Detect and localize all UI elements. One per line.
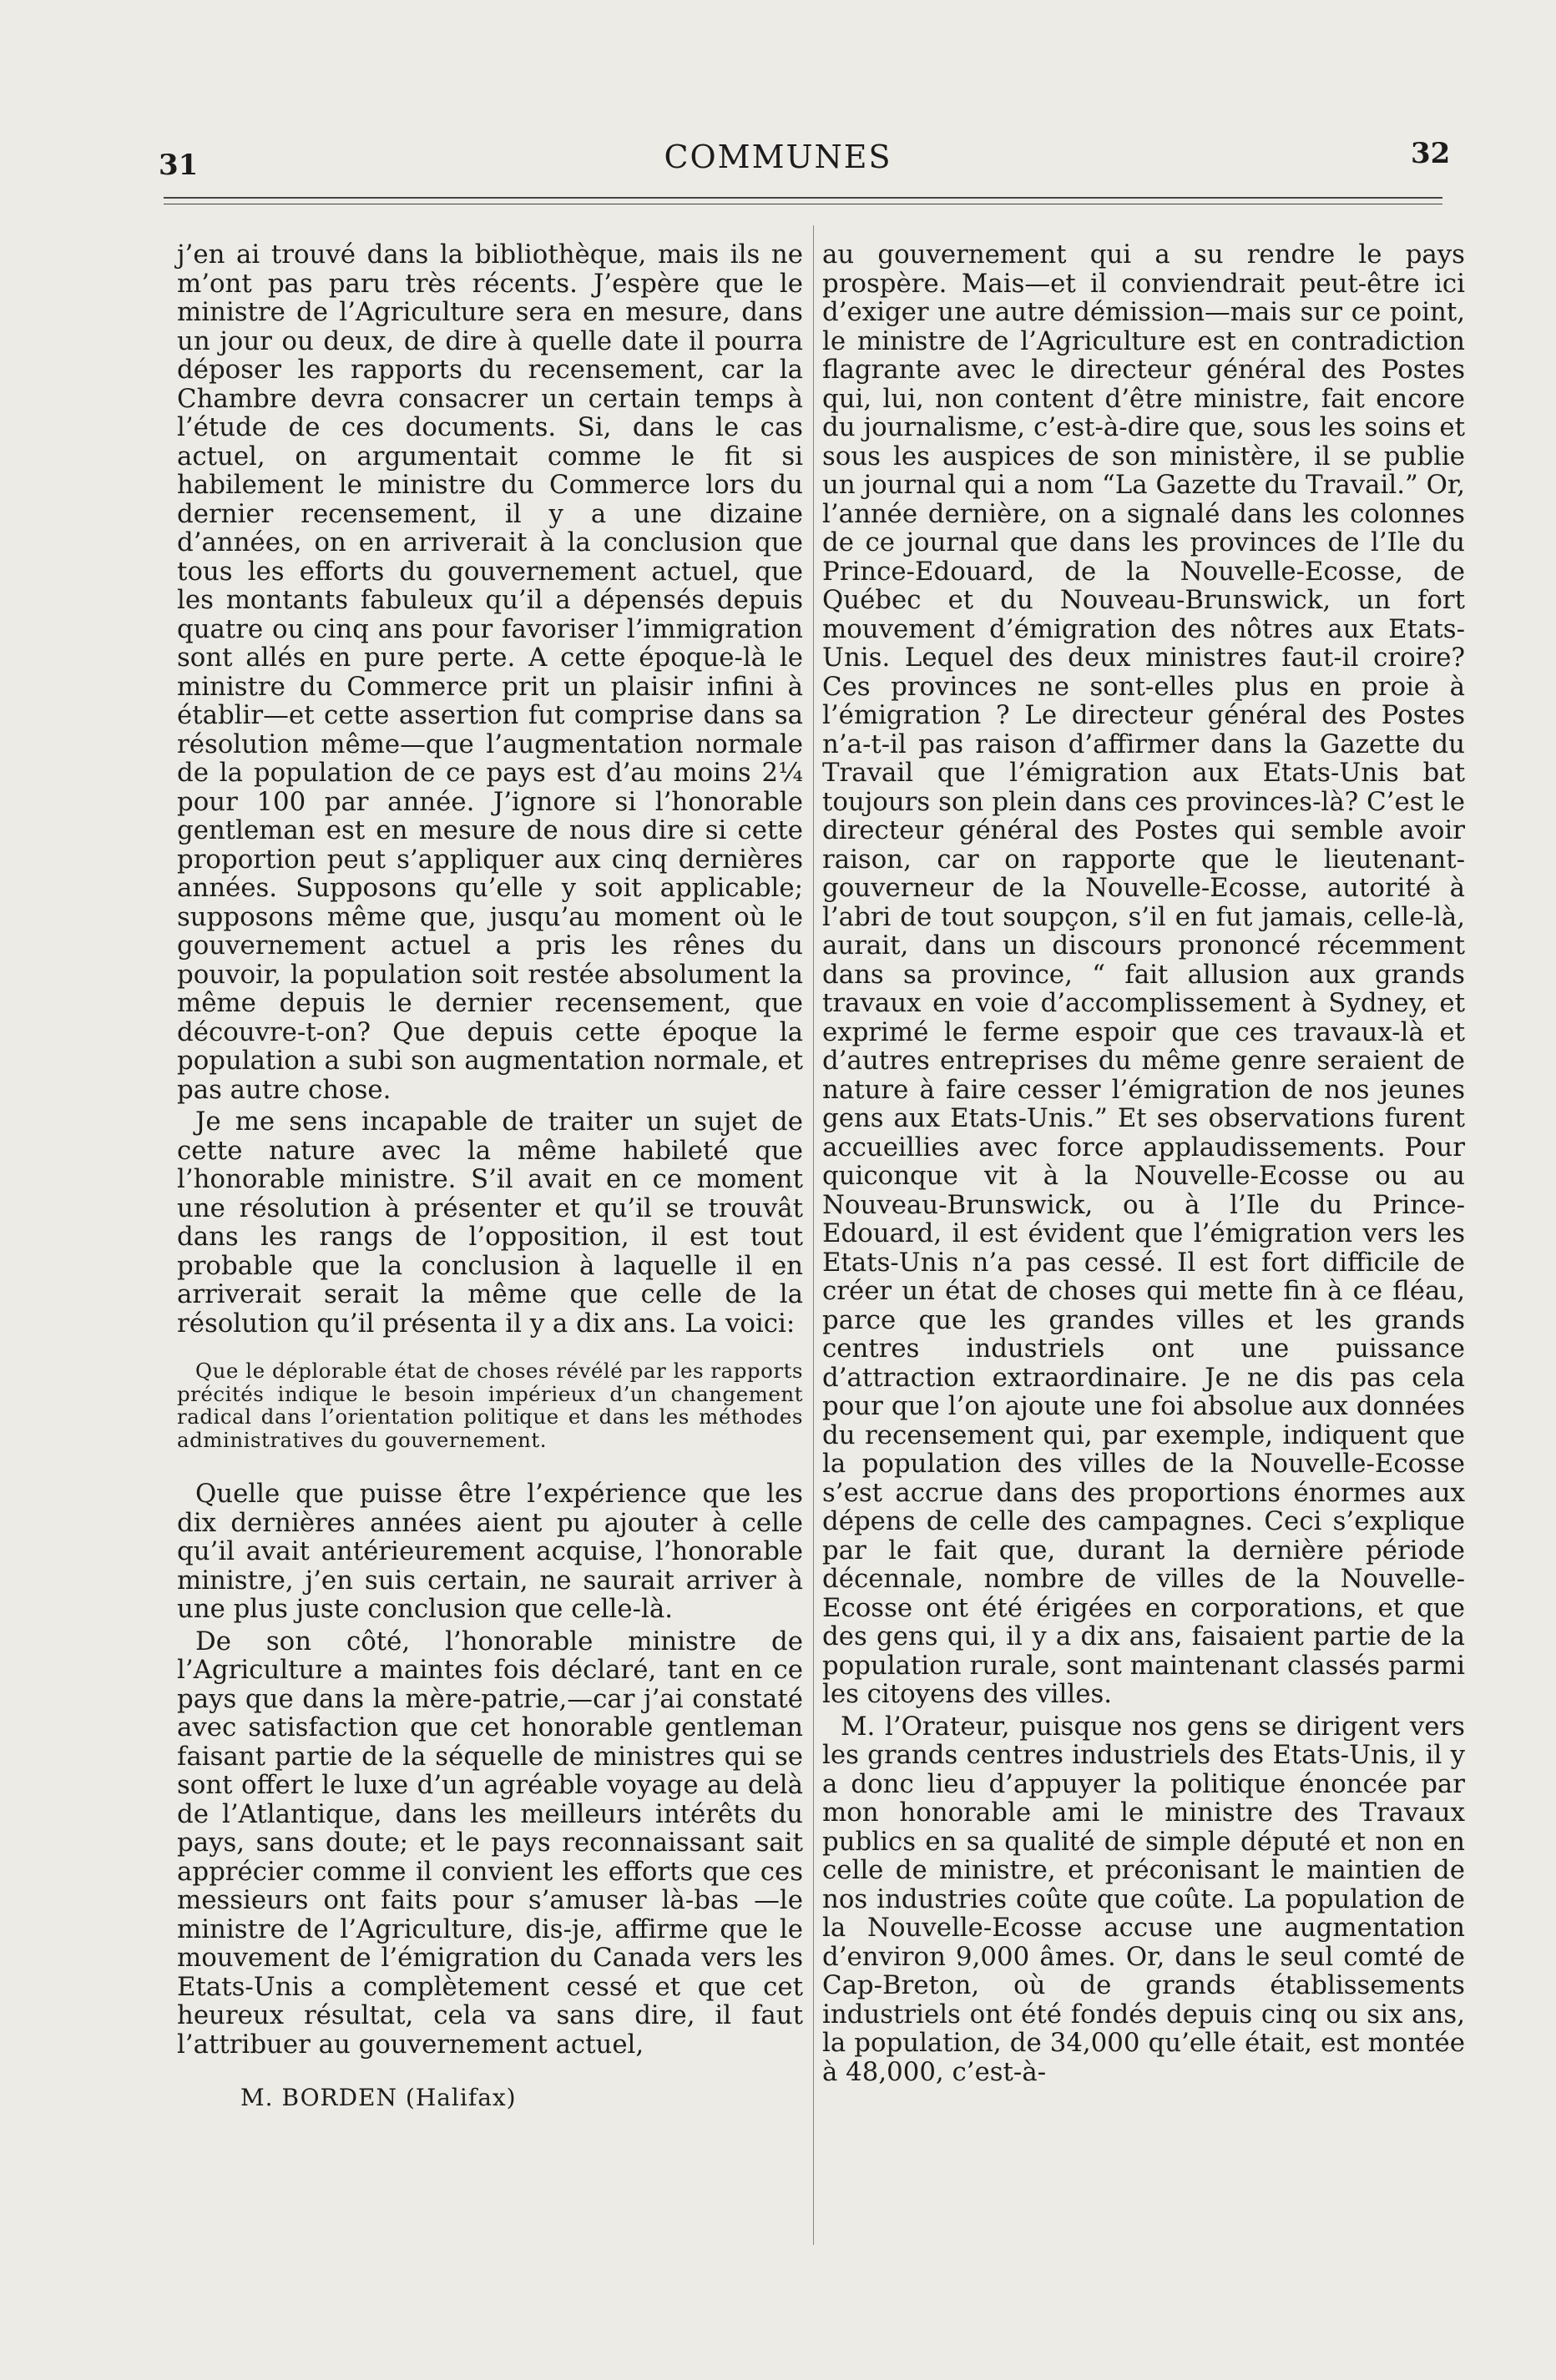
right-paragraph-2: M. l’Orateur, puisque nos gens se dirigent vers les grands centres industriels des Etats-Unis, il y a donc lieu d’appuyer la politique énoncée par mon honorable ami le ministre des Travaux publics en sa qualité de simple député et non en celle de ministre, et préconisant le maintien de nos industries coûte que coûte. La population de la Nouvelle-Ecosse accuse une augmentation d’environ 9,000 âmes. Or, dans le seul comté de Cap-Breton, où de grands établissements industriels ont été fondés depuis cinq ou six ans, la population, de 34,000 qu’elle était, est montée à 48,000, c’est-à- (822, 1711, 1465, 2087)
running-title: COMMUNES (664, 139, 892, 175)
left-paragraph-3: Quelle que puisse être l’expérience que les dix dernières années aient pu ajouter à celle qu’il avait antérieurement acquise, l’honorable ministre, j’en suis certain, ne saurait arriver à une plus juste conclusion que celle-là. (177, 1479, 803, 1624)
left-paragraph-4: De son côté, l’honorable ministre de l’Agriculture a maintes fois déclaré, tant en ce pays que dans la mère-patrie,—car j’ai constaté avec satisfaction que cet honorable gentleman faisant partie de la séquelle de ministres qui se sont offert le luxe d’un agréable voyage au delà de l’Atlantique, dans les meilleurs intérêts du pays, sans doute; et le pays reconnaissant sait apprécier comme il convient les efforts que ces messieurs ont faits pour s’amuser là-bas —le ministre de l’Agriculture, dis-je, affirme que le mouvement de l’émigration du Canada vers les Etats-Unis a complètement cessé et que cet heureux résultat, cela va sans dire, il faut l’attribuer au gouvernement actuel, (177, 1626, 803, 2060)
page-number-right: 32 (1411, 137, 1451, 170)
right-column (822, 240, 1465, 2086)
right-paragraph-1: au gouvernement qui a su rendre le pays prospère. Mais—et il conviendrait peut-être ici d’exiger une autre démission—mais sur ce point, le ministre de l’Agriculture est en contradiction flagrante avec le directeur général des Postes qui, lui, non content d’être ministre, fait encore du journalisme, c’est-à-dire que, sous les soins et sous les auspices de son ministère, il se publie un journal qui a nom “La Gazette du Travail.” Or, l’année dernière, on a signalé dans les colonnes de ce journal que dans les provinces de l’Ile du Prince-Edouard, de la Nouvelle-Ecosse, de Québec et du Nouveau-Brunswick, un fort mouvement d’émigration des nôtres aux Etats-Unis. Lequel des deux ministres faut-il croire? Ces provinces ne sont-elles plus en proie à l’émigration ? Le directeur général des Postes n’a-t-il pas raison d’affirmer dans la Gazette du Travail que l’émigration aux Etats-Unis bat toujours son plein dans ces provinces-là? C’est le directeur général des Postes qui semble avoir raison, car on rapporte que le lieutenant-gouverneur de la Nouvelle-Ecosse, autorité à l’abri de tout soupçon, s’il en fut jamais, celle-là, aurait, dans un discours prononcé récemment dans sa province, “ fait allusion aux grands travaux en voie d’accomplissement à Sydney, et exprimé le ferme espoir que ces travaux-là et d’autres entreprises du même genre seraient de nature à faire cesser l’émigration de nos jeunes gens aux Etats-Unis.” Et ses observations furent accueillies avec force applaudissements. Pour quiconque vit à la Nouvelle-Ecosse ou au Nouveau-Brunswick, ou à l’Ile du Prince-Edouard, il est évident que l’émigration vers les Etats-Unis n’a pas cessé. Il est fort difficile de créer un état de choses qui mette fin à ce fléau, parce que les grandes villes et les grands centres industriels ont une puissance d’attraction extraordinaire. Je ne dis pas cela pour que l’on ajoute une foi absolue aux données du recensement qui, par exemple, indiquent que la population des villes de la Nouvelle-Ecosse s’est accrue dans des proportions énormes aux dépens de celle des campagnes. Ceci s’explique par le fait que, durant la dernière période décennale, nombre de villes de la Nouvelle-Ecosse ont été érigées en corporations, et que des gens qui, il y a dix ans, faisaient partie de la population rurale, sont maintenant classés parmi les citoyens des villes. (822, 240, 1465, 1709)
block-quote: Que le déplorable état de choses révélé par les rapports précités indique le besoin impérieux d’un changement radical dans l’orientation politique et dans les méthodes administratives du gouvernement. (177, 1359, 803, 1452)
left-column (177, 240, 803, 2113)
header-rule (164, 197, 1442, 199)
column-divider (813, 225, 814, 2245)
left-paragraph-2: Je me sens incapable de traiter un sujet de cette nature avec la même habileté que l’honorable ministre. S’il avait en ce moment une résolution à présenter et qu’il se trouvât dans les rangs de l’opposition, il est tout probable que la conclusion à laquelle il en arriverait serait la même que celle de la résolution qu’il présenta il y a dix ans. La voici: (177, 1107, 803, 1339)
page-number-left: 31 (159, 149, 199, 182)
left-paragraph-1: j’en ai trouvé dans la bibliothèque, mais ils ne m’ont pas paru très récents. J’espère que le ministre de l’Agriculture sera en mesure, dans un jour ou deux, de dire à quelle date il pourra déposer les rapports du recensement, car la Chambre devra consacrer un certain temps à l’étude de ces documents. Si, dans le cas actuel, on argumentait comme le fit si habilement le ministre du Commerce lors du dernier recensement, il y a une dizaine d’années, on en arriverait à la conclusion que tous les efforts du gouvernement actuel, que les montants fabuleux qu’il a dépensés depuis quatre ou cinq ans pour favoriser l’immigration sont allés en pure perte. A cette époque-là le ministre du Commerce prit un plaisir infini à établir—et cette assertion fut comprise dans sa résolution même—que l’augmentation normale de la population de ce pays est d’au moins 2¼ pour 100 par année. J’ignore si l’honorable gentleman est en mesure de nous dire si cette proportion peut s’appliquer aux cinq dernières années. Supposons qu’elle y soit applicable; supposons même que, jusqu’au moment où le gouvernement actuel a pris les rênes du pouvoir, la population soit restée absolument la même depuis le dernier recensement, que découvre-t-on? Que depuis cette époque la population a subi son augmentation normale, et pas autre chose. (177, 240, 803, 1105)
speaker-footer: M. BORDEN (Halifax) (240, 2084, 517, 2111)
page-header (0, 134, 1556, 184)
